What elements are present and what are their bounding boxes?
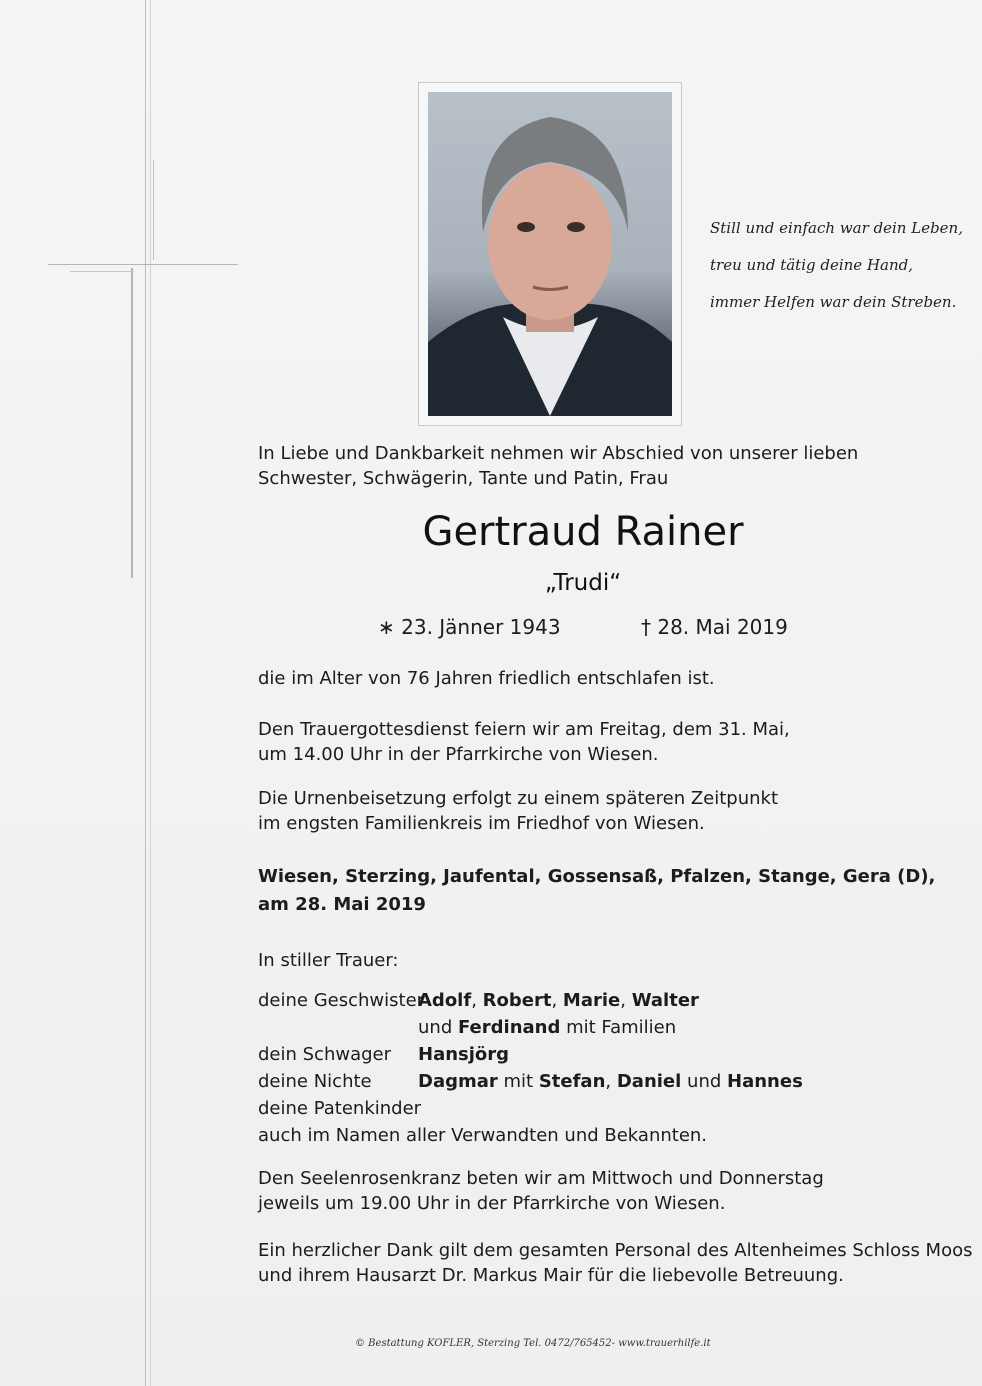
- relatives-line: auch im Namen aller Verwandten und Bekannten.: [258, 1125, 708, 1146]
- brother-in-law-name: Hansjörg: [418, 1044, 510, 1065]
- service-line-2: um 14.00 Uhr in der Pfarrkirche von Wiesen.: [258, 744, 659, 765]
- siblings-names-2: [418, 1015, 676, 1040]
- burial-line-2: im engsten Familienkreis im Friedhof von Wiesen.: [258, 813, 705, 834]
- intro-line-1: In Liebe und Dankbarkeit nehmen wir Abschied von unserer lieben: [258, 443, 859, 464]
- rosary-line-1: Den Seelenrosenkranz beten wir am Mittwoch und Donnerstag: [258, 1168, 824, 1189]
- family-name: Hannes: [727, 1071, 803, 1092]
- mourners-heading: In stiller Trauer:: [258, 950, 399, 971]
- poem-line: treu und tätig deine Hand,: [710, 256, 913, 274]
- sibling-name: Ferdinand: [457, 1017, 561, 1038]
- sibling-name: Adolf: [418, 990, 472, 1011]
- rosary-line-2: jeweils um 19.00 Uhr in der Pfarrkirche von Wiesen.: [258, 1193, 726, 1214]
- thanks-line-1: Ein herzlicher Dank gilt dem gesamten Personal des Altenheimes Schloss Moos: [258, 1240, 973, 1261]
- sibling-name: Walter: [631, 990, 699, 1011]
- place-line-1: Wiesen, Sterzing, Jaufental, Gossensaß, Pfalzen, Stange, Gera (D),: [258, 866, 936, 887]
- brother-in-law-label: dein Schwager: [258, 1044, 392, 1065]
- niece-label: deine Nichte: [258, 1071, 372, 1092]
- deceased-name: Gertraud Rainer: [422, 509, 744, 555]
- intro-line-2: Schwester, Schwägerin, Tante und Patin, Frau: [258, 468, 669, 489]
- birth-date: ∗ 23. Jänner 1943: [378, 615, 561, 639]
- portrait-photo: [428, 92, 672, 416]
- border-line-inner: [150, 0, 151, 1386]
- family-name: Daniel: [616, 1071, 682, 1092]
- portrait-frame: [418, 82, 682, 426]
- poem: [710, 210, 970, 321]
- footer-credit: © Bestattung KOFLER, Sterzing Tel. 0472/765452- www.trauerhilfe.it: [355, 1338, 711, 1349]
- connector-text: und: [687, 1071, 722, 1092]
- border-line: [145, 0, 146, 1386]
- place-line-2: am 28. Mai 2019: [258, 894, 426, 915]
- connector-text: mit Familien: [566, 1017, 677, 1038]
- family-name: Stefan: [538, 1071, 606, 1092]
- death-date: † 28. Mai 2019: [641, 615, 788, 639]
- siblings-names: Adolf, Robert, Marie, Walter: [418, 990, 699, 1011]
- burial-line-1: Die Urnenbeisetzung erfolgt zu einem späteren Zeitpunkt: [258, 788, 779, 809]
- service-line-1: Den Trauergottesdienst feiern wir am Freitag, dem 31. Mai,: [258, 719, 790, 740]
- poem-line: Still und einfach war dein Leben,: [710, 219, 963, 237]
- poem-line: immer Helfen war dein Streben.: [710, 293, 957, 311]
- niece-name: Dagmar: [418, 1071, 498, 1092]
- thanks-line-2: und ihrem Hausarzt Dr. Markus Mair für die liebevolle Betreuung.: [258, 1265, 844, 1286]
- sibling-name: Marie: [562, 990, 621, 1011]
- niece-names: Dagmar mit Stefan, Daniel und Hannes: [418, 1071, 803, 1092]
- connector-text: und: [418, 1017, 453, 1038]
- siblings-label: deine Geschwister: [258, 990, 425, 1011]
- godchildren-label: deine Patenkinder: [258, 1098, 422, 1119]
- connector-text: mit: [503, 1071, 534, 1092]
- deceased-nickname: „Trudi“: [544, 570, 622, 596]
- age-text: die im Alter von 76 Jahren friedlich entschlafen ist.: [258, 668, 715, 689]
- sibling-name: Robert: [482, 990, 552, 1011]
